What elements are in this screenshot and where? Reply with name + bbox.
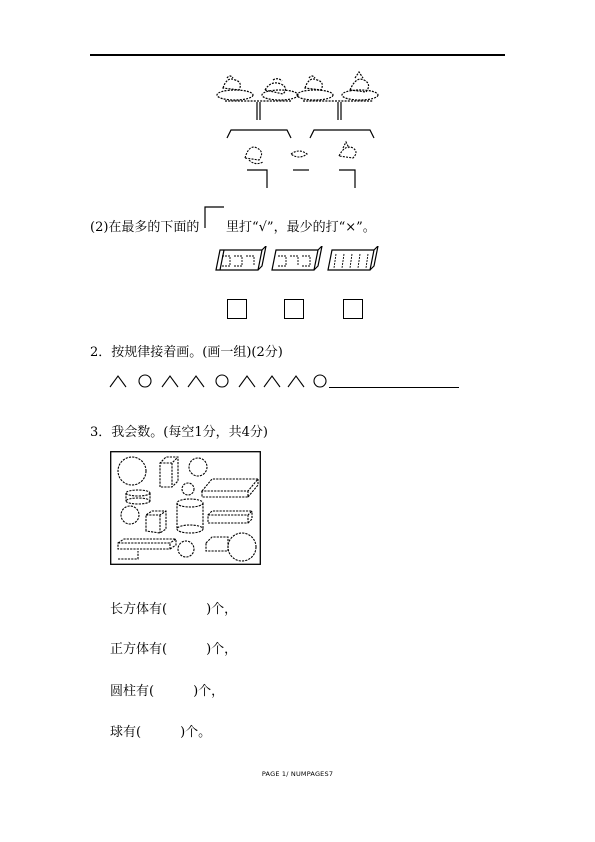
q3-line-sphere: 球有( )个。	[110, 725, 212, 740]
pattern-triangle	[162, 376, 178, 387]
question-1-part-2	[90, 216, 199, 235]
answer-box-3[interactable]	[343, 299, 363, 319]
q1-part2-suffix: 里打“√”，最少的打“×”。	[226, 220, 376, 235]
pattern-circle	[314, 375, 326, 387]
question-1-part-2-suffix	[226, 216, 376, 235]
pattern-circle	[139, 375, 151, 387]
pattern-triangle	[110, 376, 126, 387]
q1-part2-prefix: (2)在最多的下面的	[90, 220, 200, 235]
inline-answer-box-sample	[204, 206, 224, 228]
question-2-title: 2．按规律接着画。(画一组)(2分)	[90, 345, 283, 360]
pattern-triangle	[264, 376, 280, 387]
pattern-triangle	[188, 376, 204, 387]
header-rule	[90, 54, 505, 56]
balance-scale-illustration	[205, 70, 390, 190]
solids-picture	[110, 451, 261, 565]
pattern-triangle	[288, 376, 304, 387]
pattern-circle	[216, 375, 228, 387]
question-3-title: 3．我会数。(每空1分，共4分)	[90, 425, 268, 440]
q3-line-cuboid: 长方体有( )个，	[110, 602, 238, 617]
q3-line-cube: 正方体有( )个，	[110, 642, 238, 657]
answer-box-1[interactable]	[227, 299, 247, 319]
q3-line-cylinder: 圆柱有( )个，	[110, 684, 225, 699]
pattern-triangle	[239, 376, 255, 387]
page-footer: PAGE 1/ NUMPAGES7	[261, 770, 334, 778]
answer-box-2[interactable]	[284, 299, 304, 319]
stick-bundles-illustration	[212, 246, 382, 274]
q2-answer-line[interactable]	[329, 387, 459, 388]
shape-pattern-sequence	[108, 372, 328, 390]
